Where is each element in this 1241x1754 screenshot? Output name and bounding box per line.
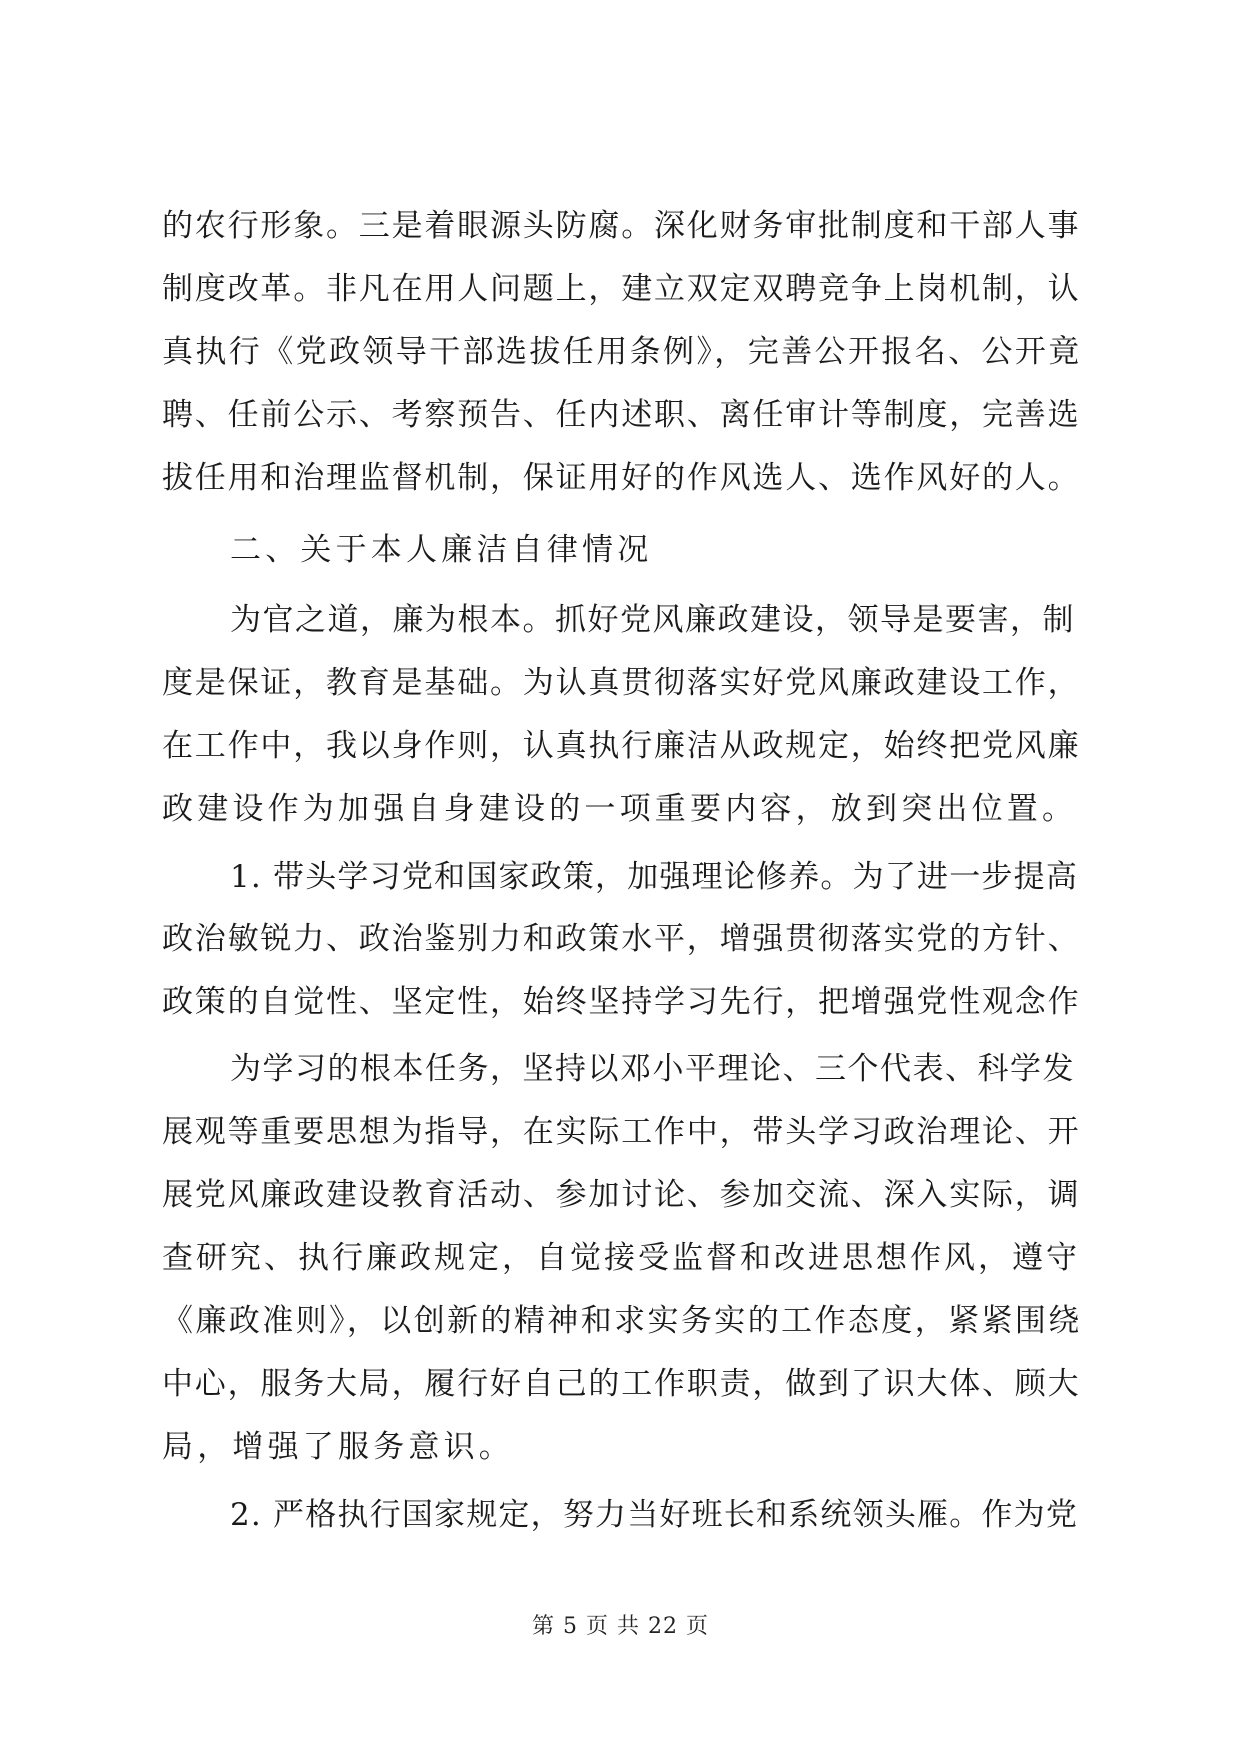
text-line: 在工作中，我以身作则，认真执行廉洁从政规定，始终把党风廉 xyxy=(162,728,1081,764)
text-line: 政治敏锐力、政治鉴别力和政策水平，增强贯彻落实党的方针、 xyxy=(162,921,1081,957)
text-line: 1. 带头学习党和国家政策，加强理论修养。为了进一步提高 xyxy=(230,859,1079,895)
text-line: 拔任用和治理监督机制，保证用好的作风选人、选作风好的人。 xyxy=(162,460,1081,496)
text-line: 局，增强了服务意识。 xyxy=(162,1429,514,1465)
text-line: 为官之道，廉为根本。抓好党风廉政建设，领导是要害，制 xyxy=(230,602,1075,638)
text-line: 《廉政准则》，以创新的精神和求实务实的工作态度，紧紧围绕 xyxy=(162,1303,1082,1339)
text-line: 制度改革。非凡在用人问题上，建立双定双聘竞争上岗机制，认 xyxy=(162,271,1081,307)
text-line: 中心，服务大局，履行好自己的工作职责，做到了识大体、顾大 xyxy=(162,1366,1081,1402)
text-line: 政建设作为加强自身建设的一项重要内容，放到突出位置。 xyxy=(162,791,1078,827)
text-line: 展观等重要思想为指导，在实际工作中，带头学习政治理论、开 xyxy=(162,1114,1081,1150)
text-line: 真执行《党政领导干部选拔任用条例》，完善公开报名、公开竟 xyxy=(162,334,1082,370)
text-line: 展党风廉政建设教育活动、参加讨论、参加交流、深入实际，调 xyxy=(162,1177,1081,1213)
text-line: 2. 严格执行国家规定，努力当好班长和系统领头雁。作为党 xyxy=(230,1497,1079,1533)
text-line: 的农行形象。三是着眼源头防腐。深化财务审批制度和干部人事 xyxy=(162,208,1081,244)
text-line: 度是保证，教育是基础。为认真贯彻落实好党风廉政建设工作， xyxy=(162,665,1081,701)
text-line: 政策的自觉性、坚定性，始终坚持学习先行，把增强党性观念作 xyxy=(162,984,1081,1020)
page-footer: 第 5 页 共 22 页 xyxy=(532,1614,709,1639)
text-line: 聘、任前公示、考察预告、任内述职、离任审计等制度，完善选 xyxy=(162,397,1081,433)
text-line: 查研究、执行廉政规定，自觉接受监督和改进思想作风，遵守 xyxy=(162,1240,1080,1276)
text-line: 为学习的根本任务，坚持以邓小平理论、三个代表、科学发 xyxy=(230,1051,1075,1087)
section-heading: 二、关于本人廉洁自律情况 xyxy=(230,532,653,568)
